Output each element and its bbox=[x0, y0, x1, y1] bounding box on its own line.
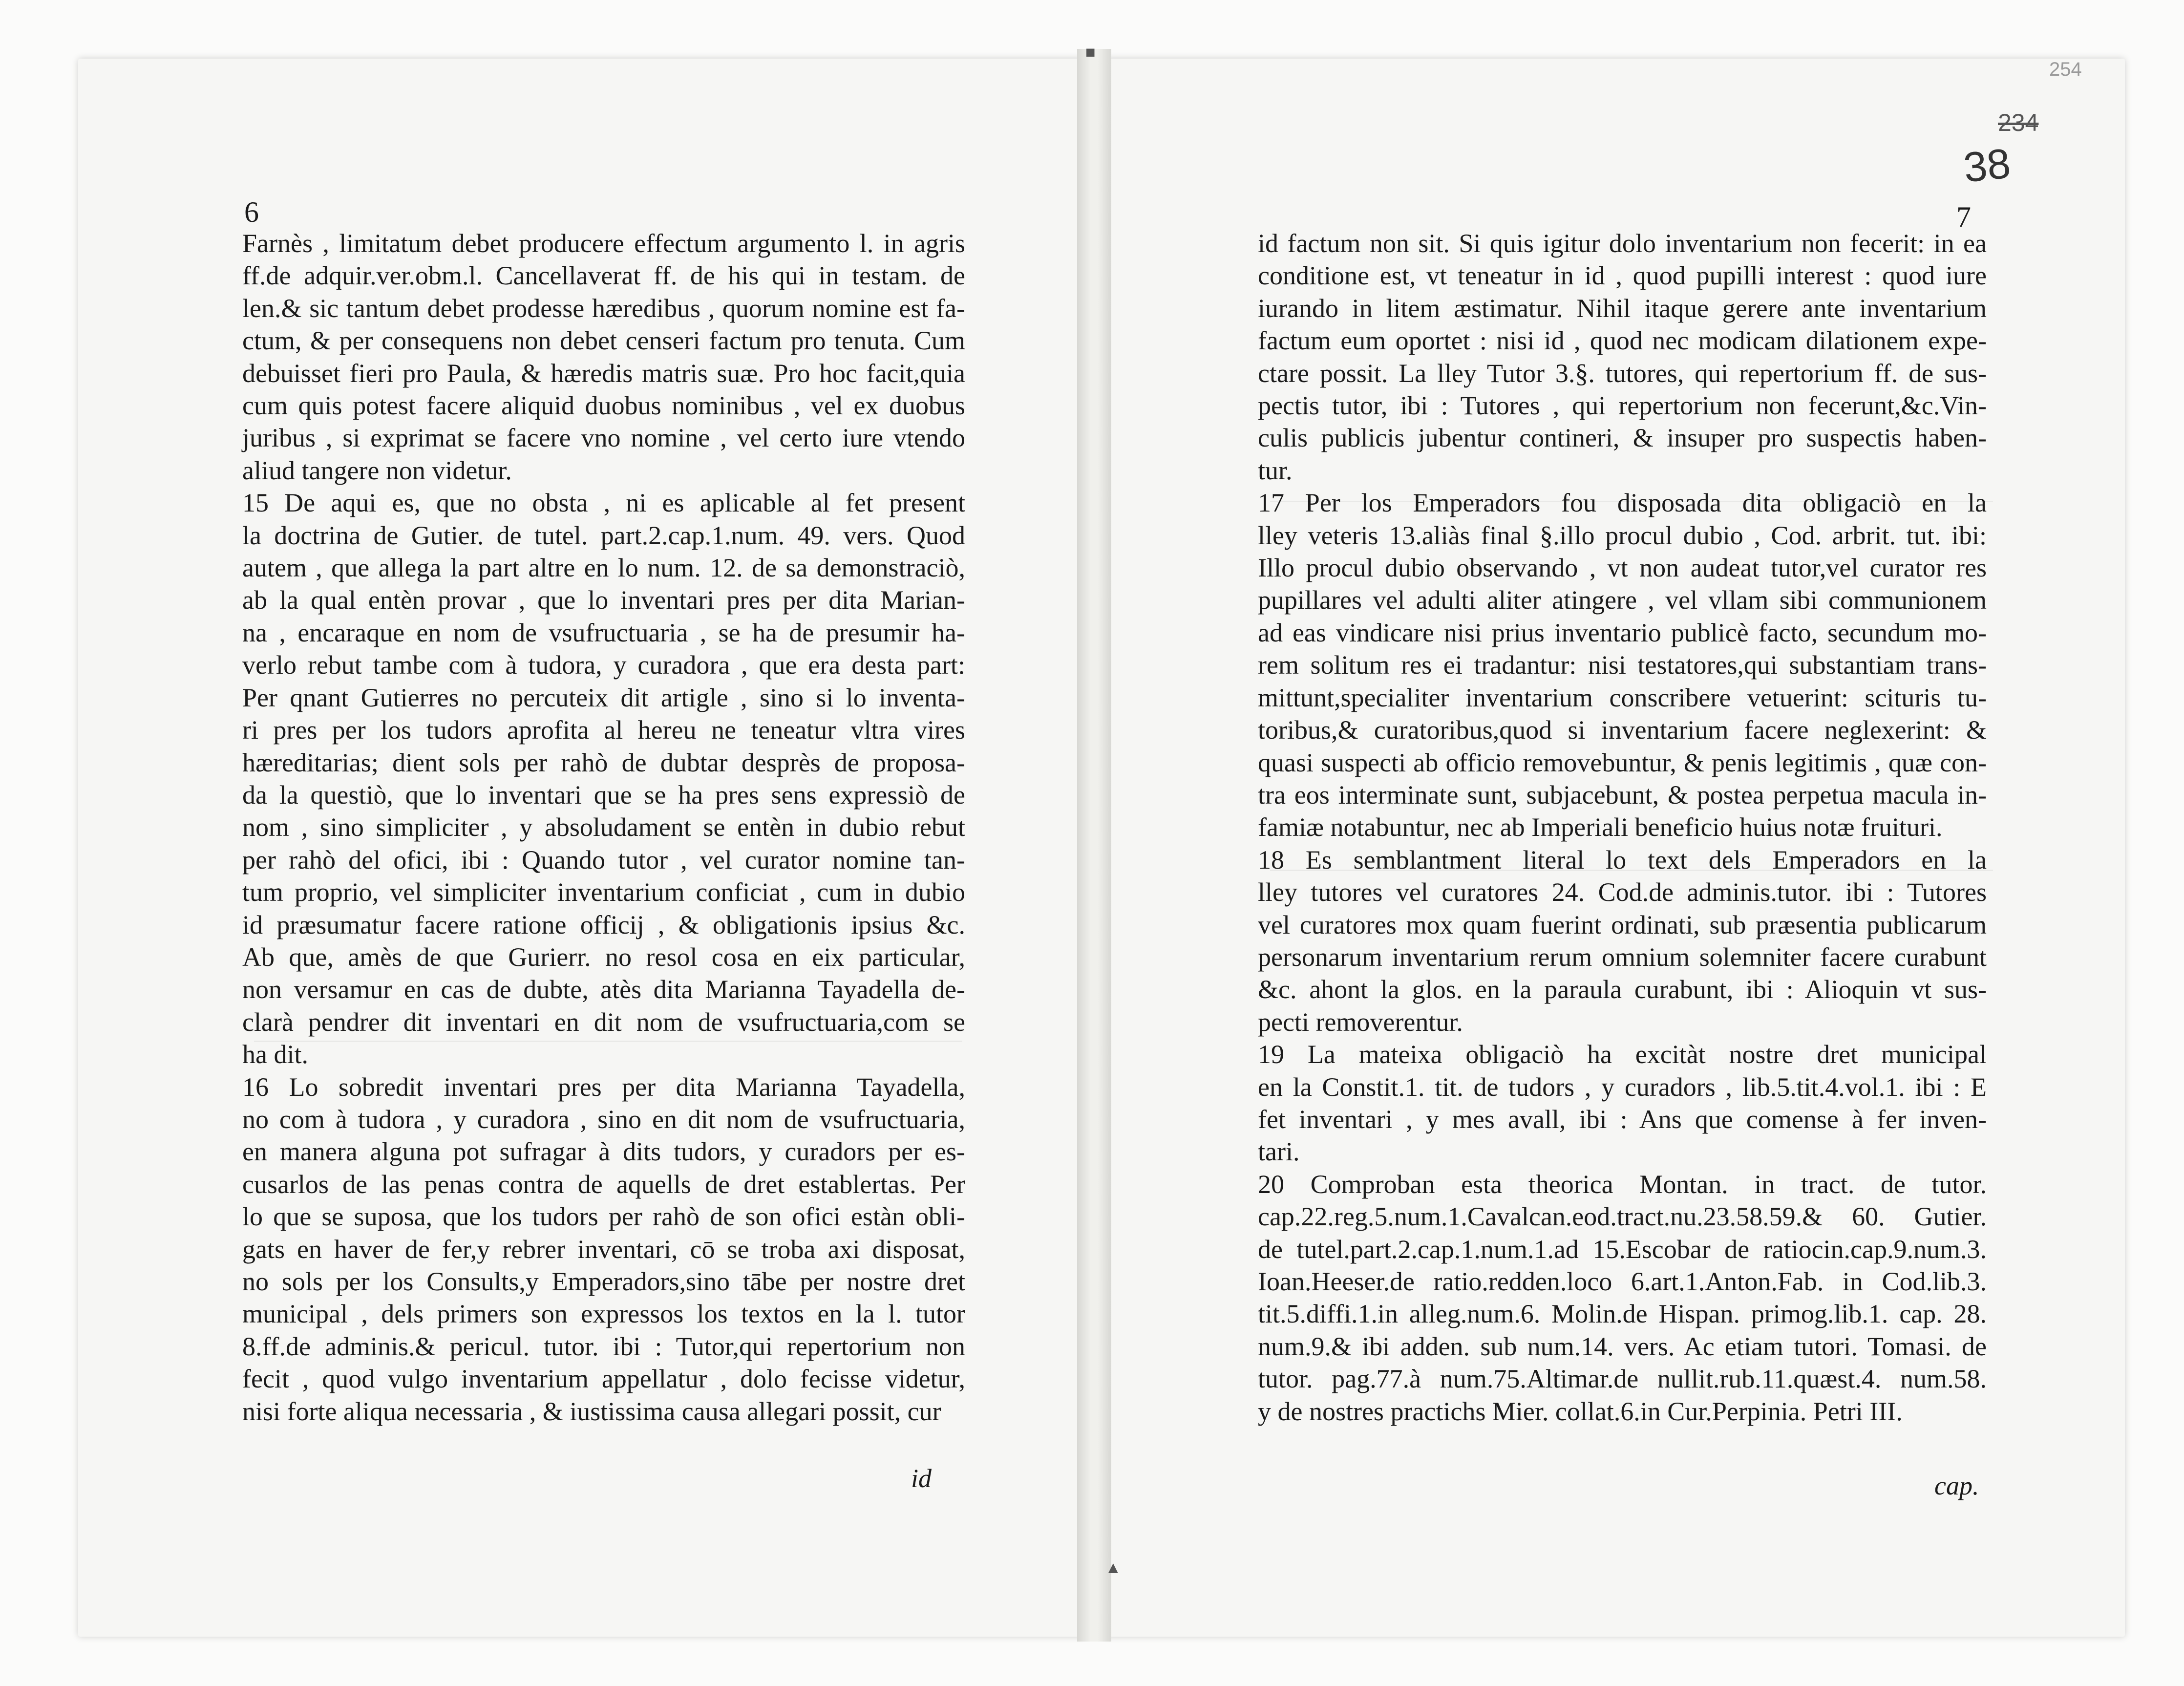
text-line: Ab que, amès de que Gurierr. no resol cosa en eix particular, bbox=[242, 942, 965, 972]
bleed-through bbox=[1270, 501, 1993, 502]
text-line: no sols per los Consults,y Emperadors,sino tābe per nostre dret bbox=[242, 1267, 965, 1296]
text-line: Illo procul dubio observando , vt non audeat tutor,vel curator res bbox=[1258, 553, 1987, 583]
text-line: fet inventari , y mes avall, ibi : Ans que comense à fer inven- bbox=[1258, 1104, 1987, 1134]
text-line: no com à tudora , y curadora , sino en dit nom de vsufructuaria, bbox=[242, 1104, 965, 1134]
right-page-number: 7 bbox=[1956, 201, 1971, 233]
text-line: famiæ notabuntur, nec ab Imperiali beneficio huius notæ fruituri. bbox=[1258, 812, 1943, 842]
left-page-text bbox=[242, 227, 965, 1428]
book-gutter bbox=[1077, 49, 1111, 1642]
text-line: pupillares vel adulti aliter atingere , vel vllam sibi communionem bbox=[1258, 585, 1987, 615]
handwritten-folio-number: 38 bbox=[1961, 140, 2013, 192]
text-line: lley tutores vel curatores 24. Cod.de adminis.tutor. ibi : Tutores bbox=[1258, 877, 1987, 907]
right-catchword: cap. bbox=[1934, 1471, 1979, 1500]
bleed-through bbox=[254, 1041, 962, 1042]
struck-folio-number: 234 bbox=[1998, 109, 2039, 136]
text-line: 15 De aqui es, que no obsta , ni es aplicable al fet present bbox=[242, 488, 965, 518]
text-line: rem solitum res ei tradantur: nisi testatores,qui substantiam trans- bbox=[1258, 650, 1987, 680]
text-line: juribus , si exprimat se facere vno nomine , vel certo iure vtendo bbox=[242, 423, 965, 453]
text-line: debuisset fieri pro Paula, & hæredis matris suæ. Pro hoc facit,quia bbox=[242, 358, 965, 388]
text-line: aliud tangere non videtur. bbox=[242, 455, 512, 485]
text-line: gats en haver de fer,y rebrer inventari, cō se troba axi disposat, bbox=[242, 1234, 965, 1264]
text-line: ctare possit. La lley Tutor 3.§. tutores, qui repertorium ff. de sus- bbox=[1258, 358, 1987, 388]
text-line: len.& sic tantum debet prodesse hæredibus , quorum nomine est fa- bbox=[242, 293, 965, 323]
text-line: Ioan.Heeser.de ratio.redden.loco 6.art.1.Anton.Fab. in Cod.lib.3. bbox=[1258, 1267, 1987, 1296]
text-line: conditione est, vt teneatur in id , quod pupilli interest : quod iure bbox=[1258, 261, 1987, 291]
text-line: pectis tutor, ibi : Tutores , qui repertorium non fecerunt,&c.Vin- bbox=[1258, 391, 1987, 421]
text-line: tit.5.diffi.1.in alleg.num.6. Molin.de Hispan. primog.lib.1. cap. 28. bbox=[1258, 1299, 1987, 1329]
text-line: vel curatores mox quam fuerint ordinati, sub præsentia publicarum bbox=[1258, 910, 1987, 939]
text-line: en manera alguna pot sufragar à dits tudors, y curadors per es- bbox=[242, 1137, 965, 1167]
text-line: id præsumatur facere ratione officij , & obligationis ipsius &c. bbox=[242, 910, 965, 939]
text-line: de tutel.part.2.cap.1.num.1.ad 15.Escobar de ratiocin.cap.9.num.3. bbox=[1258, 1234, 1987, 1264]
text-line: na , encaraque en nom de vsufructuaria , se ha de presumir ha- bbox=[242, 618, 965, 647]
text-line: ad eas vindicare nisi prius inventario publicè facto, secundum mo- bbox=[1258, 618, 1987, 647]
text-line: nisi forte aliqua necessaria , & iustissima causa allegari possit, cur bbox=[242, 1396, 941, 1426]
text-line: cap.22.reg.5.num.1.Cavalcan.eod.tract.nu.23.58.59.& 60. Gutier. bbox=[1258, 1202, 1987, 1232]
text-line: id factum non sit. Si quis igitur dolo inventarium non fecerit: in ea bbox=[1258, 229, 1987, 258]
text-line: ab la qual entèn provar , que lo inventari pres per dita Marian- bbox=[242, 585, 965, 615]
text-line: Per qnant Gutierres no percuteix dit artigle , sino si lo inventa- bbox=[242, 683, 965, 712]
text-line: toribus,& curatoribus,quod si inventarium facere neglexerint: & bbox=[1258, 715, 1987, 745]
text-line: verlo rebut tambe com à tudora, y curadora , que era desta part: bbox=[242, 650, 965, 680]
text-line: culis publicis jubentur contineri, & insuper pro suspectis haben- bbox=[1258, 423, 1987, 453]
text-line: &c. ahont la glos. en la paraula curabunt, ibi : Alioquin vt sus- bbox=[1258, 975, 1987, 1004]
text-line: iurando in litem æstimatur. Nihil itaque gerere ante inventarium bbox=[1258, 293, 1987, 323]
corner-pencil-number: 254 bbox=[2049, 59, 2082, 80]
text-line: personarum inventarium rerum omnium solemniter facere curabunt bbox=[1258, 942, 1987, 972]
text-line: autem , que allega la part altre en lo num. 12. de sa demonstraciò, bbox=[242, 553, 965, 583]
text-line: tari. bbox=[1258, 1137, 1300, 1167]
text-line: tra eos interminate sunt, subjacebunt, & postea perpetua macula in- bbox=[1258, 780, 1987, 810]
text-line: 20 Comproban esta theorica Montan. in tract. de tutor. bbox=[1258, 1169, 1987, 1199]
text-line: cum quis potest facere aliquid duobus nominibus , vel ex duobus bbox=[242, 391, 965, 421]
bleed-through bbox=[1270, 870, 1993, 871]
text-line: municipal , dels primers son expressos los textos en la l. tutor bbox=[242, 1299, 965, 1329]
text-line: 8.ff.de adminis.& pericul. tutor. ibi : Tutor,qui repertorium non bbox=[242, 1331, 965, 1361]
text-line: fecit , quod vulgo inventarium appellatur , dolo fecisse videtur, bbox=[242, 1364, 965, 1394]
text-line: en la Constit.1. tit. de tudors , y curadors , lib.5.tit.4.vol.1. ibi : E bbox=[1258, 1072, 1987, 1102]
binding-mark-bottom: ▲ bbox=[1105, 1558, 1122, 1577]
text-line: 16 Lo sobredit inventari pres per dita Marianna Tayadella, bbox=[242, 1072, 965, 1102]
binding-mark-top: ■ bbox=[1085, 43, 1096, 62]
text-line: per rahò del ofici, ibi : Quando tutor , vel curator nomine tan- bbox=[242, 845, 965, 875]
text-line: 17 Per los Emperadors fou disposada dita obligaciò en la bbox=[1258, 488, 1987, 518]
text-line: ri pres per los tudors aprofita al hereu ne teneatur vltra vires bbox=[242, 715, 965, 745]
text-line: clarà pendrer dit inventari en dit nom de vsufructuaria,com se bbox=[242, 1007, 965, 1037]
text-line: tum proprio, vel simpliciter inventarium conficiat , cum in dubio bbox=[242, 877, 965, 907]
text-line: quasi suspecti ab officio removebuntur, & penis legitimis , quæ con- bbox=[1258, 747, 1987, 777]
text-line: tutor. pag.77.à num.75.Altimar.de nullit.rub.11.quæst.4. num.58. bbox=[1258, 1364, 1987, 1394]
text-line: pecti removerentur. bbox=[1258, 1007, 1463, 1037]
text-line: mittunt,specialiter inventarium conscribere vetuerint: scituris tu- bbox=[1258, 683, 1987, 712]
right-page-text bbox=[1258, 227, 1987, 1428]
text-line: hæreditarias; dient sols per rahò de dubtar desprès de proposa- bbox=[242, 747, 965, 777]
left-page-number: 6 bbox=[244, 196, 259, 228]
text-line: ctum, & per consequens non debet censeri factum pro tenuta. Cum bbox=[242, 326, 965, 356]
text-line: tur. bbox=[1258, 455, 1293, 485]
text-line: nom , sino simpliciter , y absoludament se entèn in dubio rebut bbox=[242, 812, 965, 842]
text-line: 19 La mateixa obligaciò ha excitàt nostre dret municipal bbox=[1258, 1040, 1987, 1069]
text-line: num.9.& ibi adden. sub num.14. vers. Ac etiam tutori. Tomasi. de bbox=[1258, 1331, 1987, 1361]
text-line: ff.de adquir.ver.obm.l. Cancellaverat ff. de his qui in testam. de bbox=[242, 261, 965, 291]
text-line: ha dit. bbox=[242, 1040, 308, 1069]
text-line: 18 Es semblantment literal lo text dels Emperadors en la bbox=[1258, 845, 1987, 875]
left-catchword: id bbox=[911, 1464, 932, 1493]
text-line: la doctrina de Gutier. de tutel. part.2.cap.1.num. 49. vers. Quod bbox=[242, 520, 965, 550]
text-line: non versamur en cas de dubte, atès dita Marianna Tayadella de- bbox=[242, 975, 965, 1004]
text-line: cusarlos de las penas contra de aquells de dret establertas. Per bbox=[242, 1169, 965, 1199]
text-line: y de nostres practichs Mier. collat.6.in Cur.Perpinia. Petri III. bbox=[1258, 1396, 1903, 1426]
text-line: lo que se suposa, que los tudors per rahò de son ofici estàn obli- bbox=[242, 1202, 965, 1232]
text-line: lley veteris 13.aliàs final §.illo procul dubio , Cod. arbrit. tut. ibi: bbox=[1258, 520, 1987, 550]
text-line: factum eum oportet : nisi id , quod nec modicam dilationem expe- bbox=[1258, 326, 1987, 356]
text-line: Farnès , limitatum debet producere effectum argumento l. in agris bbox=[242, 229, 965, 258]
text-line: da la questiò, que lo inventari que se ha pres sens expressiò de bbox=[242, 780, 965, 810]
